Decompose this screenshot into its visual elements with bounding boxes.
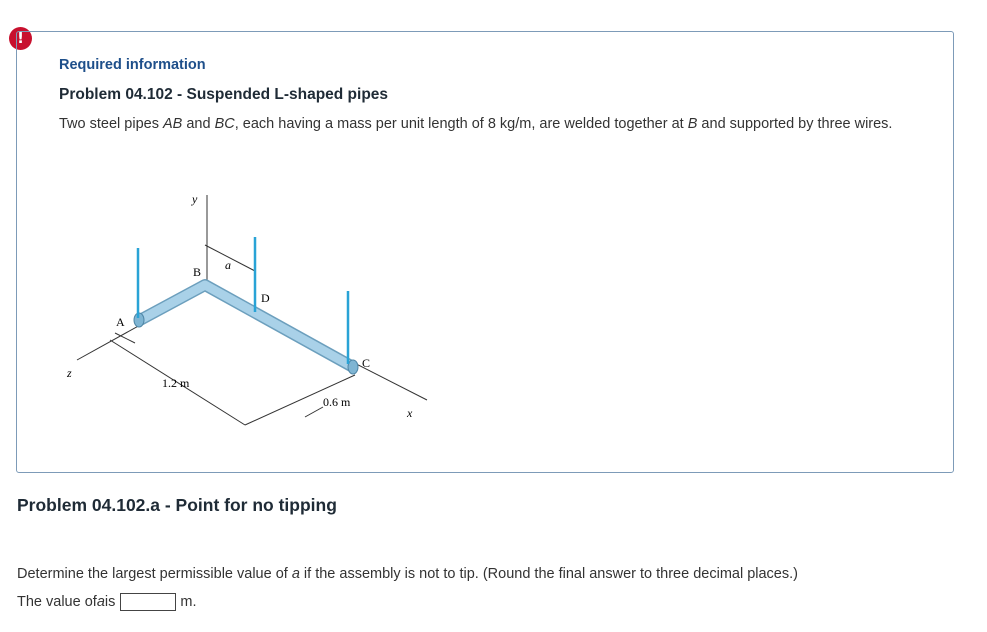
answer-prefix: The value of: [17, 594, 97, 610]
answer-input[interactable]: [120, 593, 176, 611]
statement-text: and supported by three wires.: [697, 116, 893, 132]
problem-title: Problem 04.102 - Suspended L-shaped pipes: [59, 86, 389, 103]
point-d-label: D: [261, 291, 270, 305]
pipe-end-c: [348, 360, 358, 374]
dim-2-label: 0.6 m: [323, 395, 351, 409]
dim-1-label: 1.2 m: [162, 376, 190, 390]
pipe-assembly-figure: [55, 185, 445, 445]
required-info-heading: Required information: [59, 57, 206, 73]
statement-b: B: [687, 116, 698, 132]
answer-is: is: [104, 594, 116, 610]
statement-text: and: [182, 116, 215, 132]
question-text-part: if the assembly is not to tip. (Round the final answer to three decimal places.): [299, 566, 798, 582]
statement-text: , each having a mass per unit length of 8 kg/m, are welded together at: [234, 116, 688, 132]
exclamation-icon: !: [9, 27, 32, 50]
dim-tick: [305, 407, 323, 417]
y-label: y: [192, 192, 198, 206]
a-label: a: [225, 258, 231, 272]
problem-statement: [59, 115, 919, 134]
dim-tick: [115, 333, 135, 343]
statement-text: Two steel pipes: [59, 116, 163, 132]
question-a: a: [291, 566, 300, 582]
question-text: [17, 566, 798, 582]
z-label: z: [67, 366, 72, 380]
point-b-label: B: [193, 265, 202, 279]
point-c-label: C: [362, 356, 371, 370]
answer-a: a: [96, 594, 105, 610]
statement-ab: AB: [162, 116, 183, 132]
statement-bc: BC: [214, 116, 235, 132]
part-title: Problem 04.102.a - Point for no tipping: [17, 495, 337, 515]
answer-unit: m.: [180, 594, 197, 610]
answer-row: [17, 593, 196, 611]
point-a-label: A: [116, 315, 125, 329]
x-label: x: [407, 406, 413, 420]
pipe-outline: [140, 285, 353, 367]
question-text-part: Determine the largest permissible value of: [17, 566, 292, 582]
